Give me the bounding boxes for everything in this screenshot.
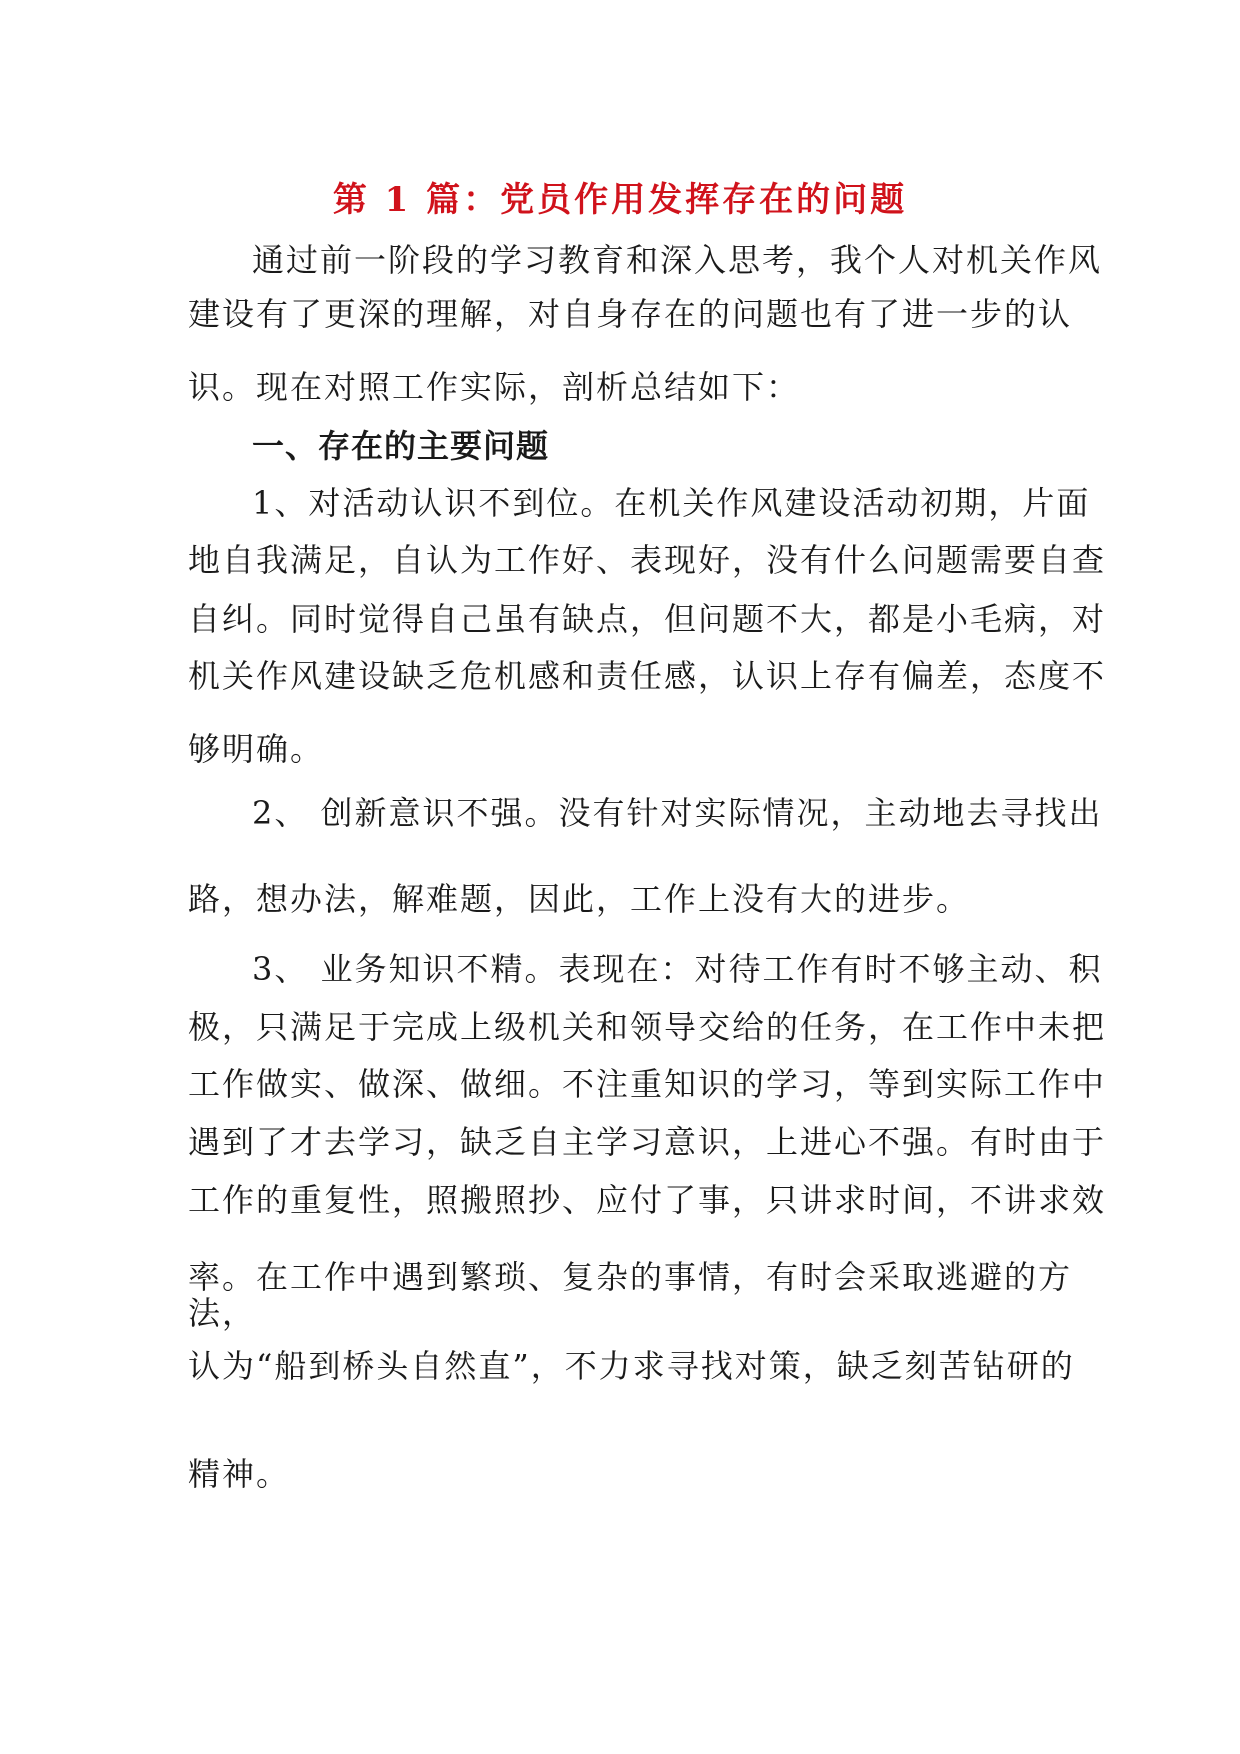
body-line: 工作做实、做深、做细。不注重知识的学习，等到实际工作中 xyxy=(188,1065,1107,1103)
body-line: 识。现在对照工作实际，剖析总结如下： xyxy=(188,368,801,406)
body-line: 机关作风建设缺乏危机感和责任感，认识上存有偏差，态度不 xyxy=(188,657,1107,695)
body-line: 极，只满足于完成上级机关和领导交给的任务，在工作中未把 xyxy=(188,1008,1107,1046)
body-line: 够明确。 xyxy=(188,730,325,768)
body-line: 法， xyxy=(188,1294,257,1332)
body-line: 1、对活动认识不到位。在机关作风建设活动初期，片面 xyxy=(252,484,1091,522)
body-line: 自纠。同时觉得自己虽有缺点，但问题不大，都是小毛病，对 xyxy=(188,600,1107,638)
document-title: 第 1 篇：党员作用发挥存在的问题 xyxy=(332,180,908,220)
body-line: 通过前一阶段的学习教育和深入思考，我个人对机关作风 xyxy=(252,241,1103,279)
body-line: 遇到了才去学习，缺乏自主学习意识，上进心不强。有时由于 xyxy=(188,1123,1107,1161)
body-line: 率。在工作中遇到繁琐、复杂的事情，有时会采取逃避的方 xyxy=(188,1258,1073,1296)
body-line: 路，想办法，解难题，因此，工作上没有大的进步。 xyxy=(188,880,971,918)
body-line: 2、 创新意识不强。没有针对实际情况，主动地去寻找出 xyxy=(252,794,1103,832)
section-heading: 一、存在的主要问题 xyxy=(252,427,550,465)
body-line: 建设有了更深的理解，对自身存在的问题也有了进一步的认 xyxy=(188,295,1073,333)
body-line: 精神。 xyxy=(188,1455,291,1493)
body-line: 工作的重复性，照搬照抄、应付了事，只讲求时间，不讲求效 xyxy=(188,1181,1107,1219)
body-line: 认为“船到桥头自然直”，不力求寻找对策，缺乏刻苦钻研的 xyxy=(188,1347,1075,1385)
body-line: 3、 业务知识不精。表现在：对待工作有时不够主动、积 xyxy=(252,950,1103,988)
body-line: 地自我满足，自认为工作好、表现好，没有什么问题需要自查 xyxy=(188,541,1107,579)
